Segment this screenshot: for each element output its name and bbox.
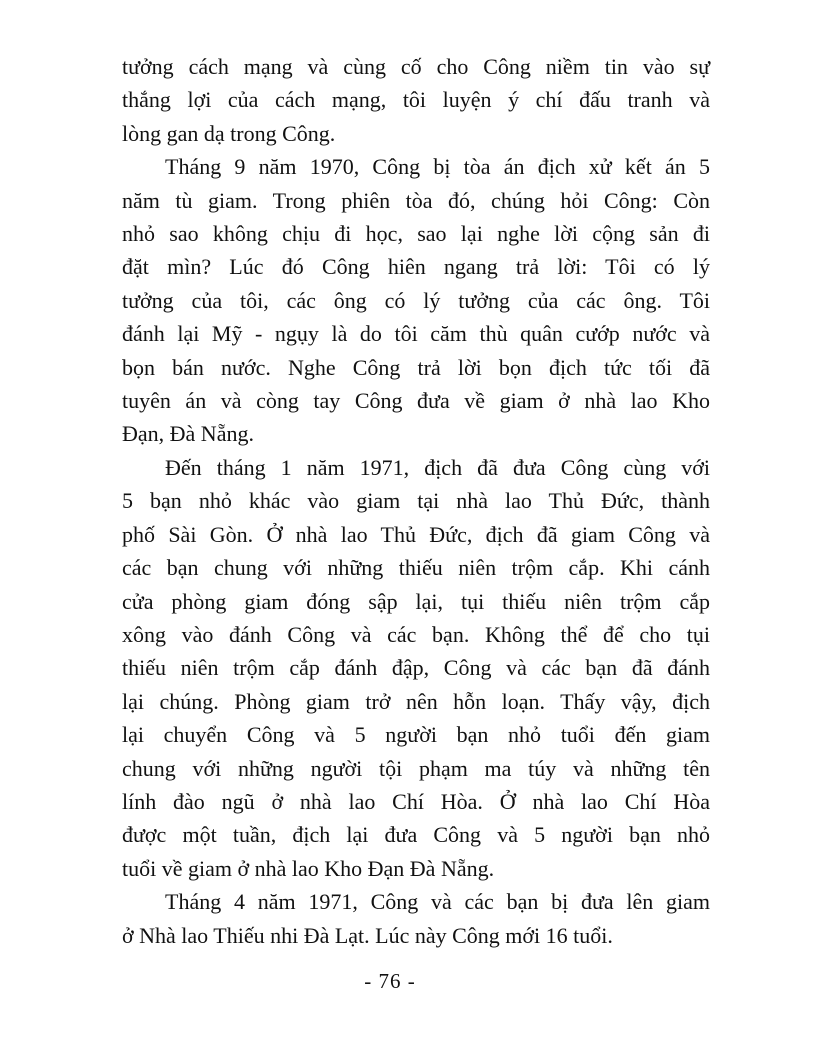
paragraph xyxy=(122,50,710,150)
paragraph xyxy=(122,150,710,451)
text-line: tuyên án và còng tay Công đưa về giam ở nhà lao Kho xyxy=(122,388,710,414)
text-line: Tháng 4 năm 1971, Công và các bạn bị đưa lên giam xyxy=(165,889,710,915)
text-line: tuổi về giam ở nhà lao Kho Đạn Đà Nẵng. xyxy=(122,855,495,881)
text-line: lại chúng. Phòng giam trở nên hỗn loạn. Thấy vậy, địch xyxy=(122,688,710,714)
paragraph xyxy=(122,885,710,952)
text-line: cửa phòng giam đóng sập lại, tụi thiếu niên trộm cắp xyxy=(122,588,710,614)
text-line: lính đào ngũ ở nhà lao Chí Hòa. Ở nhà lao Chí Hòa xyxy=(122,788,710,814)
text-line: đánh lại Mỹ - ngụy là do tôi căm thù quân cướp nước và xyxy=(122,321,710,347)
text-line: 5 bạn nhỏ khác vào giam tại nhà lao Thủ Đức, thành xyxy=(122,488,710,514)
text-line: bọn bán nước. Nghe Công trả lời bọn địch tức tối đã xyxy=(122,354,710,380)
page-number: - 76 - xyxy=(364,969,416,993)
text-line: các bạn chung với những thiếu niên trộm cắp. Khi cánh xyxy=(122,555,710,581)
text-line: tưởng của tôi, các ông có lý tưởng của các ông. Tôi xyxy=(122,287,710,313)
text-line: năm tù giam. Trong phiên tòa đó, chúng hỏi Công: Còn xyxy=(122,187,710,213)
text-line: thắng lợi của cách mạng, tôi luyện ý chí đấu tranh và xyxy=(122,87,710,113)
text-line: Đến tháng 1 năm 1971, địch đã đưa Công cùng với xyxy=(165,454,710,480)
text-line: xông vào đánh Công và các bạn. Không thể để cho tụi xyxy=(122,621,710,647)
text-line: đặt mìn? Lúc đó Công hiên ngang trả lời: Tôi có lý xyxy=(122,254,710,280)
text-line: nhỏ sao không chịu đi học, sao lại nghe lời cộng sản đi xyxy=(122,221,710,247)
paragraph xyxy=(122,451,710,885)
text-line: phố Sài Gòn. Ở nhà lao Thủ Đức, địch đã giam Công và xyxy=(122,521,710,547)
text-line: thiếu niên trộm cắp đánh đập, Công và các bạn đã đánh xyxy=(122,655,710,681)
text-line: tưởng cách mạng và cùng cố cho Công niềm tin vào sự xyxy=(122,54,710,79)
body-text xyxy=(122,50,710,952)
text-line: Đạn, Đà Nẵng. xyxy=(122,421,254,447)
text-line: lòng gan dạ trong Công. xyxy=(122,120,336,146)
text-line: ở Nhà lao Thiếu nhi Đà Lạt. Lúc này Công mới 16 tuổi. xyxy=(122,922,613,948)
text-line: lại chuyển Công và 5 người bạn nhỏ tuổi đến giam xyxy=(122,722,710,748)
text-line: Tháng 9 năm 1970, Công bị tòa án địch xử kết án 5 xyxy=(165,154,710,180)
text-line: được một tuần, địch lại đưa Công và 5 người bạn nhỏ xyxy=(122,822,710,848)
text-line: chung với những người tội phạm ma túy và những tên xyxy=(122,755,710,781)
